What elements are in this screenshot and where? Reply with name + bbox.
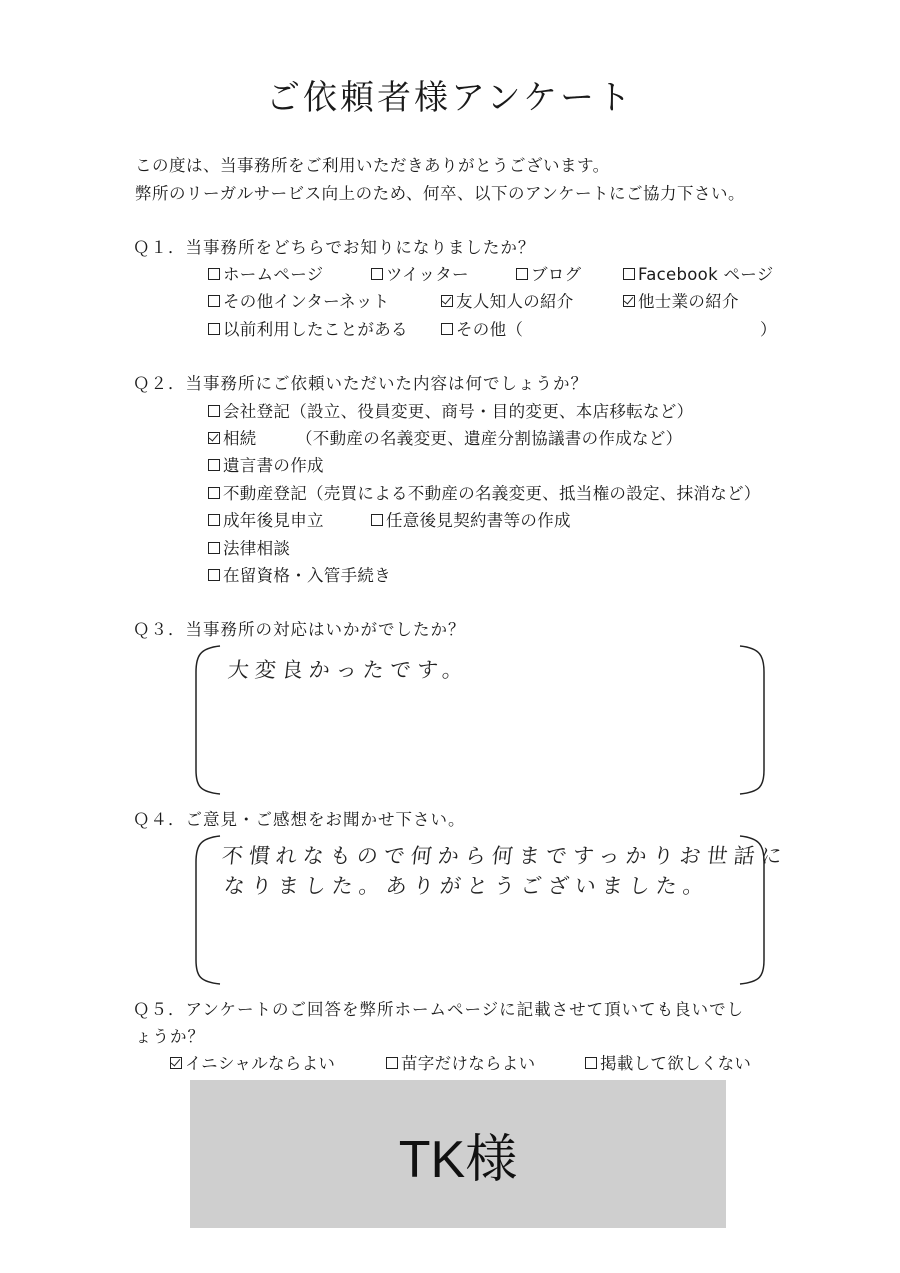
q3-handwritten-answer[interactable]: 大変良かったです。 [226,658,471,682]
checkbox[interactable] [585,1057,597,1069]
q1-option-previous-use[interactable]: 以前利用したことがある [208,316,408,340]
intro-line-2: 弊所のリーガルサービス向上のため、何卒、以下のアンケートにご協力下さい。 [135,184,746,203]
q5-option-no-publish[interactable]: 掲載して欲しくない [585,1050,751,1074]
q2-option-guardianship[interactable]: 成年後見申立 [208,507,324,531]
checkbox[interactable] [516,268,528,280]
q4-question: Ｑ４．ご意見・ご感想をお聞かせ下さい。 [133,810,466,829]
checkbox[interactable] [386,1057,398,1069]
q1-option-blog[interactable]: ブログ [516,261,581,285]
q2-option-voluntary-guardianship[interactable]: 任意後見契約書等の作成 [371,507,571,531]
q1-other-close-paren: ） [760,320,777,339]
q2-question: Ｑ２．当事務所にご依頼いただいた内容は何でしょうか？ [133,374,588,393]
checkbox[interactable] [208,542,220,554]
intro-line-1: この度は、当事務所をご利用いただきありがとうございます。 [135,156,610,175]
checkbox-checked[interactable] [623,295,635,307]
q1-option-friend-referral[interactable]: 友人知人の紹介 [441,288,574,312]
q1-option-other[interactable]: その他（ [441,316,523,340]
respondent-name: TK様 [398,1130,518,1189]
q1-option-professional-referral[interactable]: 他士業の紹介 [623,288,739,312]
checkbox[interactable] [208,268,220,280]
checkbox-checked[interactable] [208,432,220,444]
q2-option-will[interactable]: 遺言書の作成 [208,452,324,476]
q3-question: Ｑ３．当事務所の対応はいかがでしたか？ [133,620,466,639]
page-title: ご依頼者様アンケート [266,78,634,118]
checkbox[interactable] [208,295,220,307]
q5-option-initials[interactable]: イニシャルならよい [170,1050,335,1074]
checkbox[interactable] [371,268,383,280]
q2-option-inheritance[interactable]: 相続 [208,425,257,449]
q1-option-homepage[interactable]: ホームページ [208,261,323,285]
checkbox[interactable] [208,405,220,417]
q2-inheritance-note: （不動産の名義変更、遺産分割協議書の作成など） [296,429,683,448]
q1-option-other-internet[interactable]: その他インターネット [208,288,390,312]
q4-handwritten-answer-line-2[interactable]: なりました。ありがとうございました。 [222,874,712,898]
checkbox[interactable] [371,514,383,526]
checkbox[interactable] [208,459,220,471]
q1-question: Ｑ１．当事務所をどちらでお知りになりましたか？ [133,238,536,257]
checkbox[interactable] [208,487,220,499]
respondent-name-box [190,1080,726,1228]
q2-option-real-estate[interactable]: 不動産登記（売買による不動産の名義変更、抵当権の設定、抹消など） [208,480,761,504]
checkbox-checked[interactable] [441,295,453,307]
q2-option-corporate[interactable]: 会社登記（設立、役員変更、商号・目的変更、本店移転など） [208,398,693,422]
q1-option-facebook[interactable]: Facebook ページ [623,261,774,285]
q5-option-surname[interactable]: 苗字だけならよい [386,1050,535,1074]
checkbox[interactable] [208,569,220,581]
q5-question-line-2: ょうか？ [135,1027,205,1046]
q5-question-line-1: Ｑ５．アンケートのご回答を弊所ホームページに記載させて頂いても良いでし [133,1000,745,1019]
checkbox-checked[interactable] [170,1057,182,1069]
q1-option-twitter[interactable]: ツイッター [371,261,469,285]
checkbox[interactable] [208,323,220,335]
q2-option-legal-consultation[interactable]: 法律相談 [208,535,290,559]
checkbox[interactable] [441,323,453,335]
checkbox[interactable] [623,268,635,280]
q2-option-immigration[interactable]: 在留資格・入管手続き [208,562,391,586]
checkbox[interactable] [208,514,220,526]
q4-handwritten-answer-line-1[interactable]: 不慣れなもので何から何まですっかりお世話に [220,844,789,868]
